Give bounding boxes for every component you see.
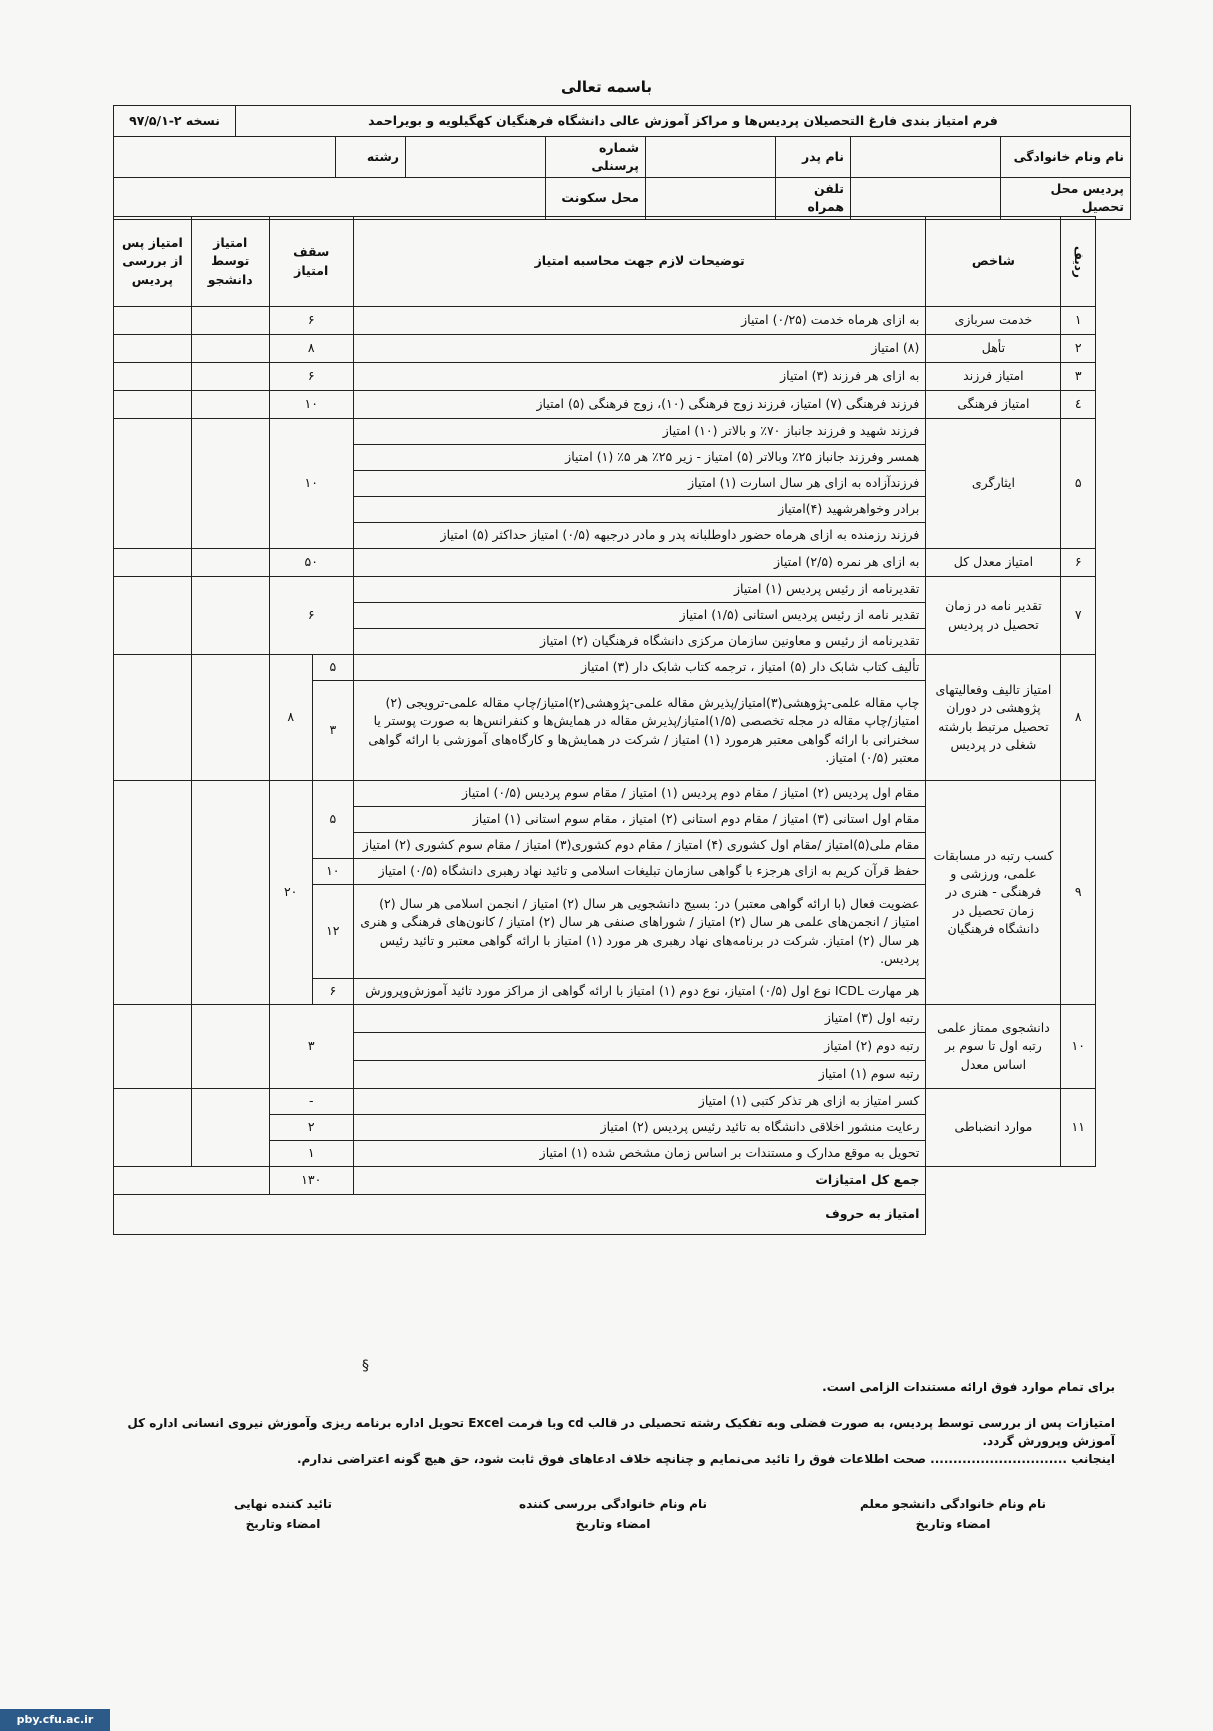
campus-score-cell[interactable] [114,391,192,419]
score-in-words-label: امتیاز به حروف [114,1195,926,1235]
label-full-name: نام ونام خانوادگی [1001,137,1131,178]
campus-score-cell[interactable] [114,549,192,577]
value-full-name[interactable] [851,137,1001,178]
signature-student-sub: امضاء وتاریخ [915,1517,991,1532]
criterion: امتیاز معدل کل [926,549,1061,577]
row-number: ۱۰ [1061,1005,1096,1089]
row-number: ۳ [1061,363,1096,391]
campus-score-cell[interactable] [114,577,192,655]
student-score-cell[interactable] [191,1005,269,1089]
value-campus[interactable] [851,178,1001,219]
cap-value: ۸ [269,335,353,363]
table-row [114,363,1096,391]
description: رتبه دوم (۲) امتیاز [353,1033,926,1061]
row-number: ۷ [1061,577,1096,655]
description: همسر وفرزند جانباز ۲۵٪ وبالاتر (۵) امتیاز - زیر ۲۵٪ هر ۵٪ (۱) امتیاز [353,445,926,471]
description: تقدیرنامه از رئیس پردیس (۱) امتیاز [353,577,926,603]
value-father-name[interactable] [646,137,776,178]
campus-score-cell[interactable] [114,363,192,391]
signature-final [203,1494,363,1535]
total-value: ۱۳۰ [269,1167,353,1195]
row-number: ۲ [1061,335,1096,363]
description: فرزندآزاده به ازای هر سال اسارت (۱) امتیاز [353,471,926,497]
note-submission: امتیازات پس از بررسی توسط پردیس، به صورت فضلی وبه تفکیک رشته تحصیلی در قالب cd وبا فرمت Excel تحویل اداره برنامه ریزی وآموزش نیروی انسانی اداره کل آموزش وپرورش گردد. [127,1416,1115,1448]
value-residence[interactable] [114,178,546,219]
label-father-name: نام پدر [776,137,851,178]
campus-score-cell[interactable] [114,1005,192,1089]
description: چاپ مقاله علمی-پژوهشی(۳)امتیاز/پذیرش مقاله علمی-پژوهشی(۲)امتیاز/چاپ مقاله علمی-ترویجی (۲) امتیاز/چاپ مقاله در مجله تخصصی (۱/۵)امتیاز/پذیرش مقاله در همایش‌ها و کنفرانس‌ها به صورت پوستر یا سخنرانی با ارائه گواهی معتبر هرمورد (۱) امتیاز / شرکت در همایش‌ها و کارگاه‌های آموزشی با ارائه گواهی معتبر (۰/۵) امتیاز. [353,681,926,781]
description: حفظ قرآن کریم به ازای هرجزء با گواهی سازمان تبلیغات اسلامی و تائید نهاد رهبری دانشگاه (۰/۵) امتیاز [353,859,926,885]
sub-cap-value: ۵ [312,781,353,859]
sub-cap-value: ۶ [312,979,353,1005]
label-campus: پردیس محل تحصیل [1001,178,1131,219]
label-residence: محل سکونت [546,178,646,219]
signature-reviewer-sub: امضاء وتاریخ [575,1517,651,1532]
cap-value: ۵۰ [269,549,353,577]
header-criterion: شاخص [926,217,1061,307]
description: فرزند رزمنده به ازای هرماه حضور داوطلبانه پدر و مادر درجبهه (۰/۵) امتیاز حداکثر (۵) امتیاز [353,523,926,549]
form-version: نسخه ۲-۹۷/۵/۱ [114,106,236,137]
description: تحویل به موقع مدارک و مستندات بر اساس زمان مشخص شده (۱) امتیاز [353,1141,926,1167]
criterion: امتیاز تالیف وفعالیتهای پژوهشی در دوران تحصیل مرتبط بارشته شغلی در پردیس [926,655,1061,781]
handwritten-mark: § [362,1358,369,1374]
form-title: فرم امتیاز بندی فارغ التحصیلان پردیس‌ها و مراکز آموزش عالی دانشگاه فرهنگیان کهگیلویه و بویراحمد [236,106,1131,137]
scoring-table [113,216,1096,1235]
table-row [114,391,1096,419]
signature-final-sub: امضاء وتاریخ [245,1517,321,1532]
total-label: جمع کل امتیازات [353,1167,926,1195]
cap-value: ۳ [269,1005,353,1089]
value-major[interactable] [114,137,336,178]
cap-value: ۸ [269,655,312,781]
signature-reviewer [493,1494,733,1535]
criterion: خدمت سربازی [926,307,1061,335]
header-description: توضیحات لازم جهت محاسبه امتیاز [353,217,926,307]
sub-cap-value: ۱۲ [312,885,353,979]
table-row [114,419,1096,445]
description: برادر وخواهرشهید (۴)امتیاز [353,497,926,523]
header-student-score: امتیاز توسط دانشجو [191,217,269,307]
student-score-cell[interactable] [191,391,269,419]
criterion: تأهل [926,335,1061,363]
campus-score-cell[interactable] [114,419,192,549]
student-score-cell[interactable] [191,655,269,781]
table-row [114,655,1096,681]
sub-cap-value: ۳ [312,681,353,781]
criterion: موارد انضباطی [926,1089,1061,1167]
criterion: تقدیر نامه در زمان تحصیل در پردیس [926,577,1061,655]
table-header-row [114,217,1096,307]
words-row [114,1195,1096,1235]
table-row [114,577,1096,603]
criterion: دانشجوی ممتاز علمی رتبه اول تا سوم بر اساس معدل [926,1005,1061,1089]
cap-value: ۲۰ [269,781,312,1005]
criterion: کسب رتبه در مسابقات علمی، ورزشی و فرهنگی - هنری در زمان تحصیل در دانشگاه فرهنگیان [926,781,1061,1005]
criterion: امتیاز فرزند [926,363,1061,391]
row-number: ۱۱ [1061,1089,1096,1167]
cap-value: ۶ [269,577,353,655]
header-row-number: ردیف [1061,217,1096,307]
description: رتبه اول (۳) امتیاز [353,1005,926,1033]
table-row [114,1089,1096,1115]
description: فرزند فرهنگی (۷) امتیاز، فرزند زوج فرهنگی (۱۰)، زوج فرهنگی (۵) امتیاز [353,391,926,419]
description: به ازای هرماه خدمت (۰/۲۵) امتیاز [353,307,926,335]
student-score-cell[interactable] [191,549,269,577]
student-score-cell[interactable] [191,335,269,363]
description: رتبه سوم (۱) امتیاز [353,1061,926,1089]
description: (۸) امتیاز [353,335,926,363]
description: عضویت فعال (با ارائه گواهی معتبر) در: بسیج دانشجویی هر سال (۲) امتیاز / انجمن اسلامی هر سال (۲) امتیاز / انجمن‌های علمی هر سال (۲) امتیاز / شوراهای صنفی هر سال (۲) امتیاز / کانون‌های فرهنگی و هنری هر سال (۲) امتیاز. شرکت در برنامه‌های نهاد رهبری هر مورد (۱) امتیاز با ارائه گواهی معتبر و تائید رئیس پردیس. [353,885,926,979]
cap-value: ۶ [269,307,353,335]
campus-score-cell[interactable] [114,1089,192,1167]
student-score-cell[interactable] [191,363,269,391]
total-score-cell[interactable] [114,1167,270,1195]
row-number: ۸ [1061,655,1096,781]
signature-student-title: نام ونام خانوادگی دانشجو معلم [859,1497,1047,1511]
description: مقام اول پردیس (۲) امتیاز / مقام دوم پردیس (۱) امتیاز / مقام سوم پردیس (۰/۵) امتیاز [353,781,926,807]
cap-value: ۲ [269,1115,353,1141]
description: تقدیرنامه از رئیس و معاونین سازمان مرکزی دانشگاه فرهنگیان (۲) امتیاز [353,629,926,655]
student-score-cell[interactable] [191,577,269,655]
criterion: امتیاز فرهنگی [926,391,1061,419]
header-table [113,105,1131,220]
campus-score-cell[interactable] [114,781,192,1005]
note-declaration: اینجانب .............................. صحت اطلاعات فوق را تائید می‌نمایم و چنانچه خلاف ادعاهای فوق ثابت شود، حق هیچ گونه اعتراضی ندارم. [296,1452,1115,1466]
student-score-cell[interactable] [191,307,269,335]
cap-value: ۶ [269,363,353,391]
signature-reviewer-title: نام ونام خانوادگی بررسی کننده [519,1497,707,1511]
row-number: ۶ [1061,549,1096,577]
sub-cap-value: ۱۰ [312,859,353,885]
basmala: باسمه تعالی [561,78,652,96]
cap-value: ۱ [269,1141,353,1167]
description: تألیف کتاب شابک دار (۵) امتیاز ، ترجمه کتاب شابک دار (۳) امتیاز [353,655,926,681]
description: مقام اول استانی (۳) امتیاز / مقام دوم استانی (۲) امتیاز ، مقام سوم استانی (۱) امتیاز [353,807,926,833]
header-campus-score: امتیاز پس از بررسی پردیس [114,217,192,307]
signature-final-title: تائید کننده نهایی [233,1497,333,1511]
description: هر مهارت ICDL نوع اول (۰/۵) امتیاز، نوع دوم (۱) امتیاز با ارائه گواهی از مراکز مورد تائید آموزش‌وپرورش [353,979,926,1005]
table-row [114,335,1096,363]
table-row [114,781,1096,807]
label-major: رشته [336,137,406,178]
signature-student [843,1494,1063,1535]
description: مقام ملی(۵)امتیاز /مقام اول کشوری (۴) امتیاز / مقام دوم کشوری(۳) امتیاز / مقام سوم کشوری (۲) امتیاز [353,833,926,859]
table-row [114,307,1096,335]
student-score-cell[interactable] [191,419,269,549]
label-personnel-number: شماره پرسنلی [546,137,646,178]
description: به ازای هر فرزند (۳) امتیاز [353,363,926,391]
description: رعایت منشور اخلاقی دانشگاه به تائید رئیس پردیس (۲) امتیاز [353,1115,926,1141]
value-personnel-number[interactable] [406,137,546,178]
cap-value: ۱۰ [269,391,353,419]
label-mobile: تلفن همراه [776,178,851,219]
student-score-cell[interactable] [191,781,269,1005]
table-row [114,1005,1096,1033]
description: فرزند شهید و فرزند جانباز ۷۰٪ و بالاتر (۱۰) امتیاز [353,419,926,445]
campus-score-cell[interactable] [114,307,192,335]
campus-score-cell[interactable] [114,655,192,781]
value-mobile[interactable] [646,178,776,219]
campus-score-cell[interactable] [114,335,192,363]
criterion: ایثارگری [926,419,1061,549]
cap-value: - [269,1089,353,1115]
description: کسر امتیاز به ازای هر تذکر کتبی (۱) امتیاز [353,1089,926,1115]
description: به ازای هر نمره (۲/۵) امتیاز [353,549,926,577]
table-row [114,549,1096,577]
row-number: ۱ [1061,307,1096,335]
student-score-cell[interactable] [191,1089,269,1167]
watermark: pby.cfu.ac.ir [0,1709,110,1731]
row-number: ۵ [1061,419,1096,549]
header-cap: سقف امتیاز [269,217,353,307]
description: تقدیر نامه از رئیس پردیس استانی (۱/۵) امتیاز [353,603,926,629]
total-row [114,1167,1096,1195]
sub-cap-value: ۵ [312,655,353,681]
row-number: ٤ [1061,391,1096,419]
cap-value: ۱۰ [269,419,353,549]
row-number: ۹ [1061,781,1096,1005]
note-documents-required: برای تمام موارد فوق ارائه مستندات الزامی است. [822,1380,1115,1394]
